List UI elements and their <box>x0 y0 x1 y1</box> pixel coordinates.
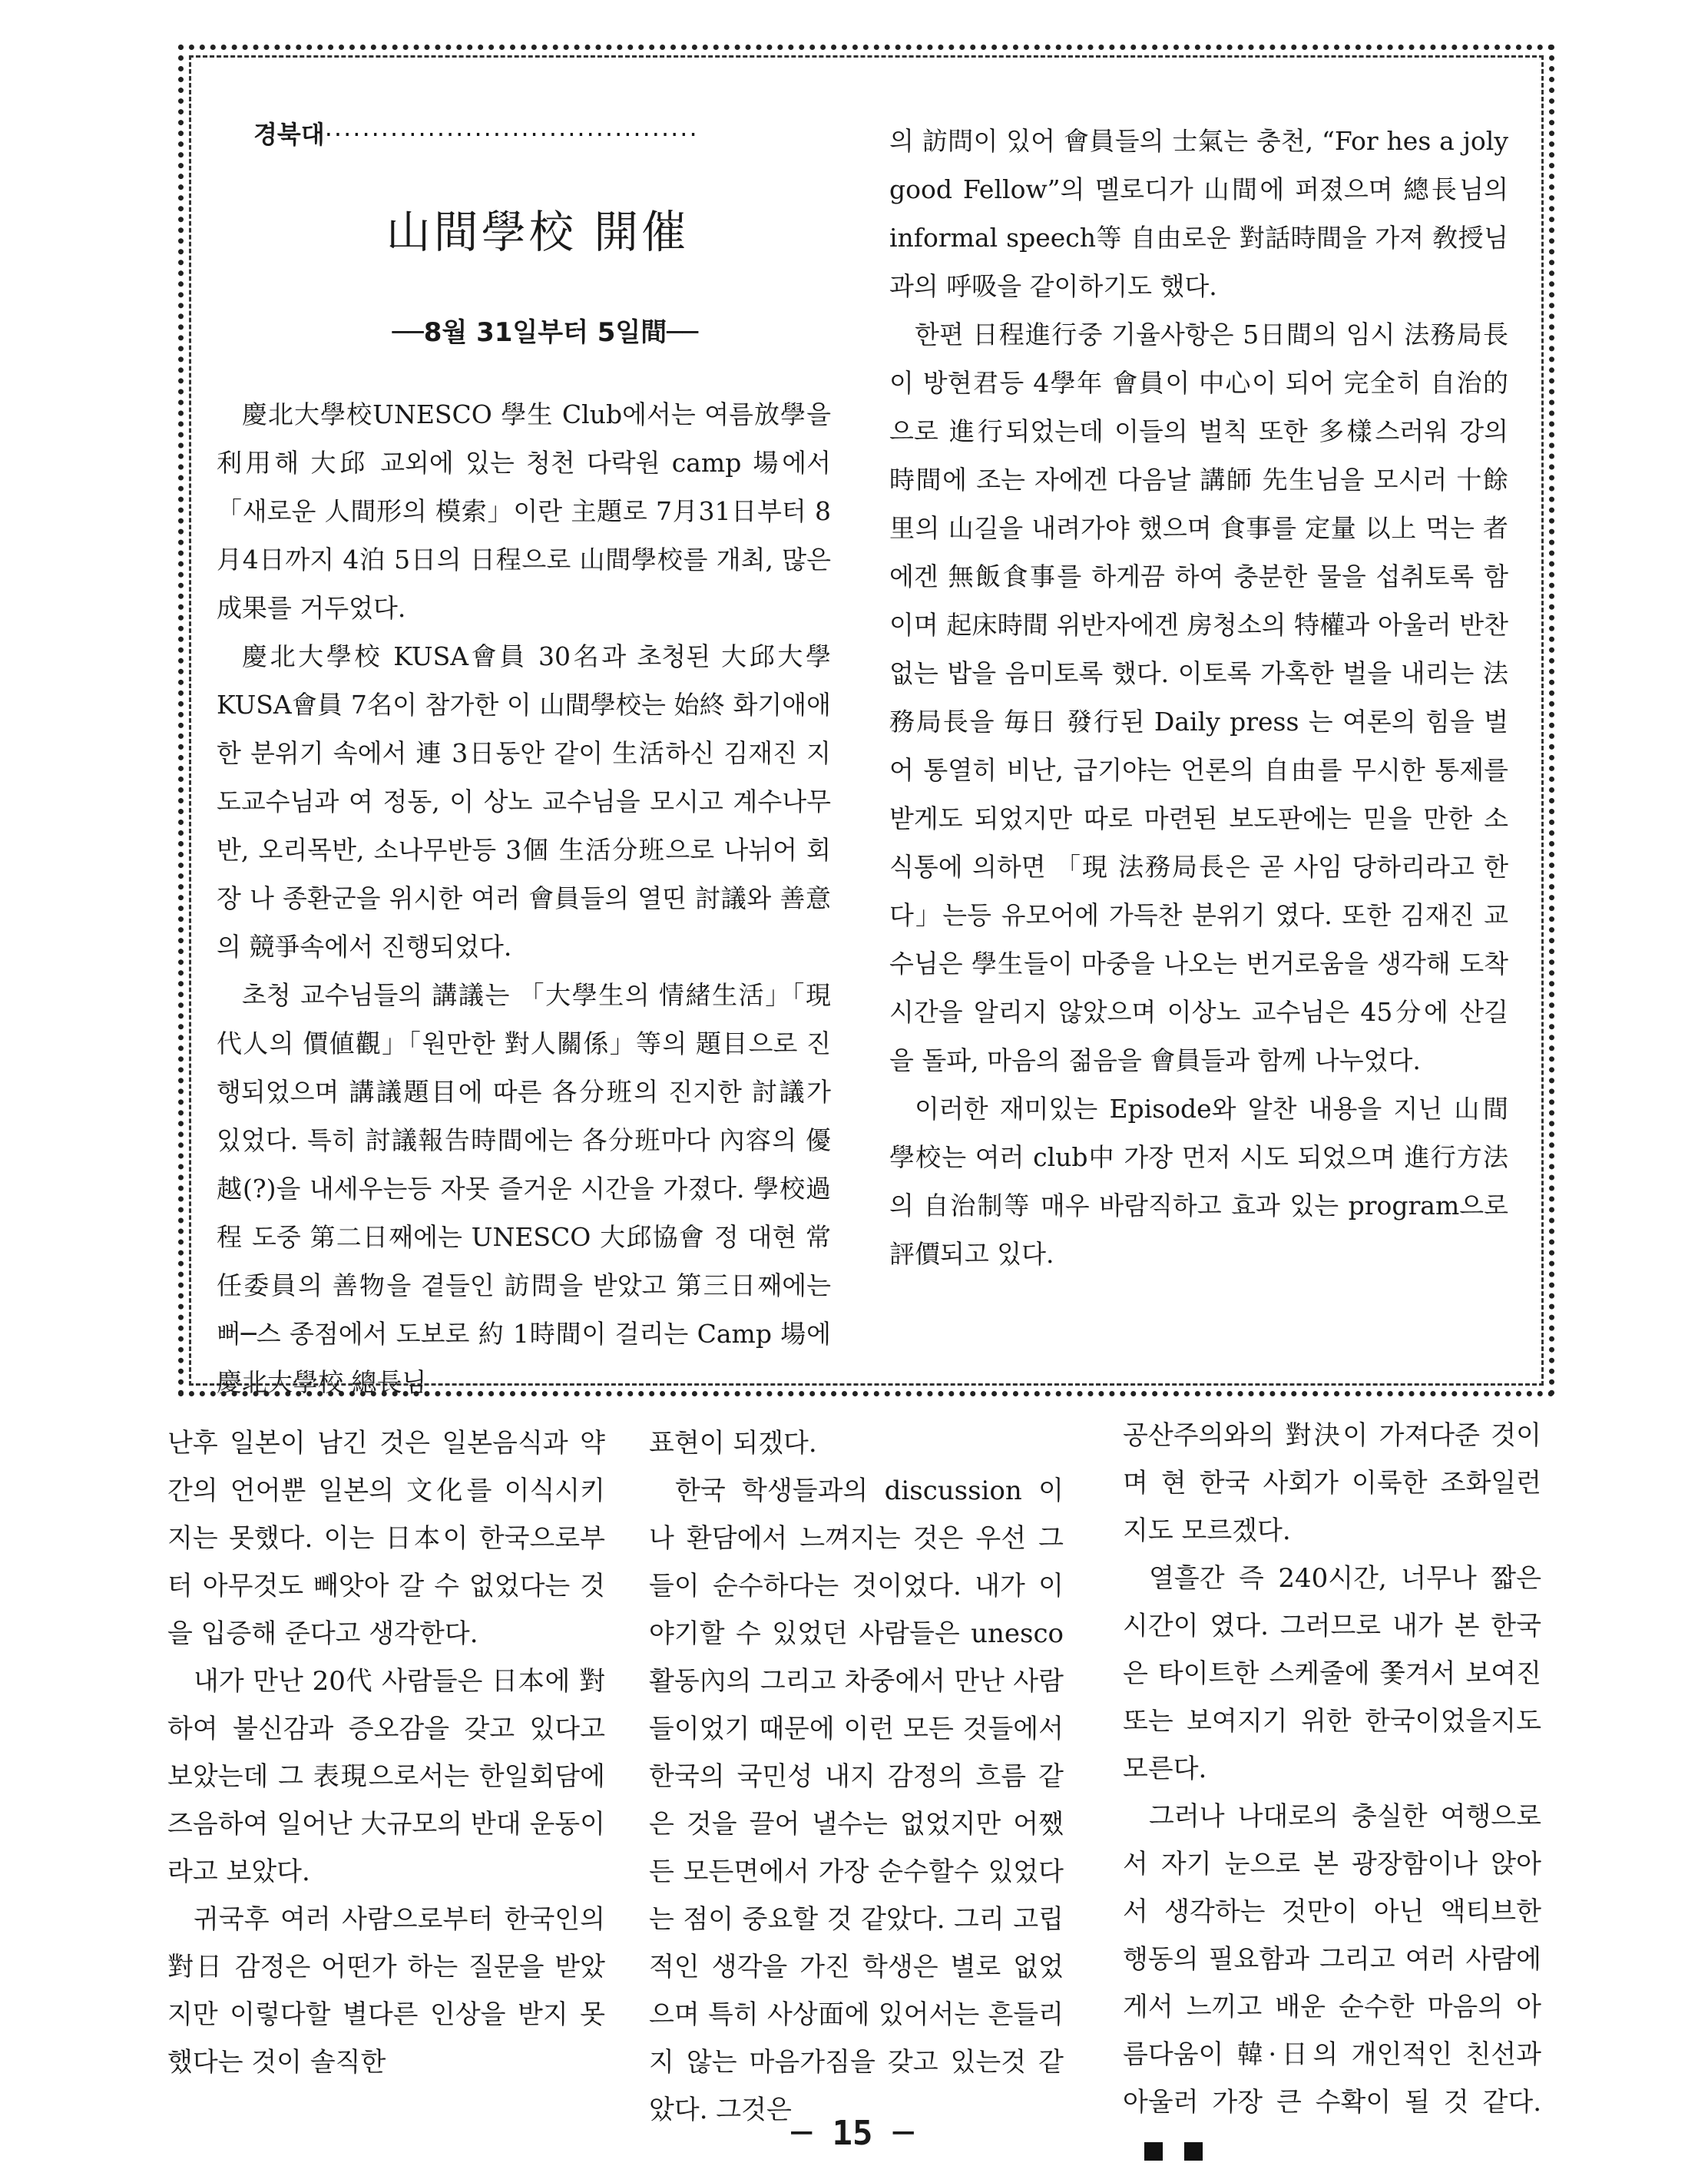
article-paragraph: 초청 교수님들의 講議는 「大學生의 情緒生活」「現代人의 價値觀」「원만한 對人關係」等의 題目으로 진행되었으며 講議題目에 따른 各分班의 진지한 討議가 있었다. 특히 討議報告時間에는 各分班마다 內容의 優越(?)을 내세우는등 자못 즐거운 시간을 가졌다. 學校過程 도중 第二日째에는 UNESCO 大邱協會 정 대현 常任委員의 善物을 곁들인 訪問을 받았고 第三日째에는 뻐─스 종점에서 도보로 約 1時間이 걸리는 Camp 場에 慶北大學校 總長님 <box>217 980 831 1397</box>
section-tag-dots: ········································ <box>324 120 699 149</box>
end-mark-icon <box>1184 2142 1203 2161</box>
lower-column-1 <box>167 1419 605 2086</box>
body-paragraph: 한국 학생들과의 discussion 이나 환담에서 느껴지는 것은 우선 그들이 순수하다는 것이었다. 내가 이야기할 수 있었던 사람들은 unesco 활동內의 그리고 차중에서 만난 사람들이었기 때문에 이런 모든 것들에서 한국의 국민성 내지 감정의 흐름 같은 것을 끌어 낼수는 없었지만 어쨌든 모든면에서 가장 순수할수 있었다는 점이 중요할 것 같았다. 그리 고립적인 생각을 가진 학생은 별로 없었으며 특히 사상面에 있어서는 흔들리지 않는 마음가짐을 갖고 있는것 같았다. 그것은 <box>649 1476 1064 2125</box>
lower-column-3 <box>1123 1412 1541 2174</box>
section-tag-label: 경북대 <box>253 120 325 149</box>
lower-column-2 <box>649 1419 1064 2134</box>
article-subtitle: ──8월 31일부터 5일間── <box>392 317 699 348</box>
body-paragraph: 그러나 나대로의 충실한 여행으로서 자기 눈으로 본 광장함이나 앉아서 생각하는 것만이 아닌 액티브한 행동의 필요함과 그리고 여러 사람에게서 느끼고 배운 순수한 마음의 아름다움이 韓·日의 개인적인 친선과 아울러 가장 큰 수확이 될 것 같다. <box>1123 1801 1541 2118</box>
end-mark-icon <box>1144 2142 1163 2161</box>
body-paragraph: 표현이 되겠다. <box>649 1428 817 1459</box>
article-left-column <box>217 390 831 1406</box>
article-paragraph: 의 訪問이 있어 會員들의 士氣는 충천, “For hes a joly good Fellow”의 멜로디가 山間에 퍼졌으며 總長님의 informal speech等 自由로운 對話時間을 가져 敎授님과의 呼吸을 같이하기도 했다. <box>889 126 1508 301</box>
body-paragraph: 귀국후 여러 사람으로부터 한국인의 對日 감정은 어떤가 하는 질문을 받았지만 이렇다할 별다른 인상을 받지 못했다는 것이 솔직한 <box>167 1904 605 2078</box>
article-right-column <box>889 117 1508 1278</box>
page-number: ─ 15 ─ <box>791 2114 914 2153</box>
body-paragraph: 열흘간 즉 240시간, 너무나 짧은 시간이 였다. 그러므로 내가 본 한국은 타이트한 스케줄에 쫓겨서 보여진 또는 보여지기 위한 한국이었을지도 모른다. <box>1123 1563 1541 1784</box>
article-paragraph: 慶北大學校UNESCO 學生 Club에서는 여름放學을 利用해 大邱 교외에 있는 청천 다락원 camp 場에서 「새로운 人間形의 模索」이란 主題로 7月31日부터 8月4日까지 4泊 5日의 日程으로 山間學校를 개최, 많은 成果를 거두었다. <box>217 399 831 623</box>
article-paragraph: 慶北大學校 KUSA會員 30名과 초청된 大邱大學 KUSA會員 7名이 참가한 이 山間學校는 始終 화기애애한 분위기 속에서 連 3日동안 같이 生活하신 김재진 지도교수님과 여 정동, 이 상노 교수님을 모시고 계수나무반, 오리목반, 소나무반등 3個 生活分班으로 나뉘어 회장 나 종환군을 위시한 여러 會員들의 열띤 討議와 善意의 競爭속에서 진행되었다. <box>217 641 831 962</box>
body-paragraph: 내가 만난 20代 사람들은 日本에 對하여 불신감과 증오감을 갖고 있다고 보았는데 그 表現으로서는 한일회담에 즈음하여 일어난 大규모의 반대 운동이라고 보았다. <box>167 1666 605 1887</box>
article-paragraph: 한편 日程進行중 기율사항은 5日間의 임시 法務局長 이 방현君등 4學年 會員이 中心이 되어 完全히 自治的으로 進行되었는데 이들의 벌칙 또한 多樣스러워 강의 時間에 조는 자에겐 다음날 講師 先生님을 모시러 十餘里의 山길을 내려가야 했으며 食事를 定量 以上 먹는 者에겐 無飯食事를 하게끔 하여 충분한 물을 섭취토록 함이며 起床時間 위반자에겐 房청소의 特權과 아울러 반찬 없는 밥을 음미토록 했다. 이토록 가혹한 벌을 내리는 法務局長을 毎日 發行된 Daily press 는 여론의 힘을 벌어 통열히 비난, 급기야는 언론의 自由를 무시한 통제를 받게도 되었지만 따로 마련된 보도판에는 믿을 만한 소식통에 의하면 「現 法務局長은 곧 사임 당하리라고 한다」는등 유모어에 가득찬 분위기 였다. 또한 김재진 교수님은 學生들이 마중을 나오는 번거로움을 생각해 도착시간을 알리지 않았으며 이상노 교수님은 45分에 산길을 돌파, 마음의 젊음을 會員들과 함께 나누었다. <box>889 320 1508 1075</box>
section-tag <box>253 115 699 151</box>
body-paragraph: 공산주의와의 對決이 가져다준 것이며 현 한국 사회가 이룩한 조화일런지도 모르겠다. <box>1123 1420 1541 1546</box>
article-paragraph: 이러한 재미있는 Episode와 알찬 내용을 지닌 山間學校는 여러 club中 가장 먼저 시도 되었으며 進行方法의 自治制等 매우 바람직하고 효과 있는 program으로 評價되고 있다. <box>889 1094 1508 1269</box>
article-headline: 山間學校 開催 <box>386 206 690 258</box>
body-paragraph: 난후 일본이 남긴 것은 일본음식과 약간의 언어뿐 일본의 文化를 이식시키지는 못했다. 이는 日本이 한국으로부터 아무것도 빼앗아 갈 수 없었다는 것을 입증해 준다고 생각한다. <box>167 1428 605 1649</box>
